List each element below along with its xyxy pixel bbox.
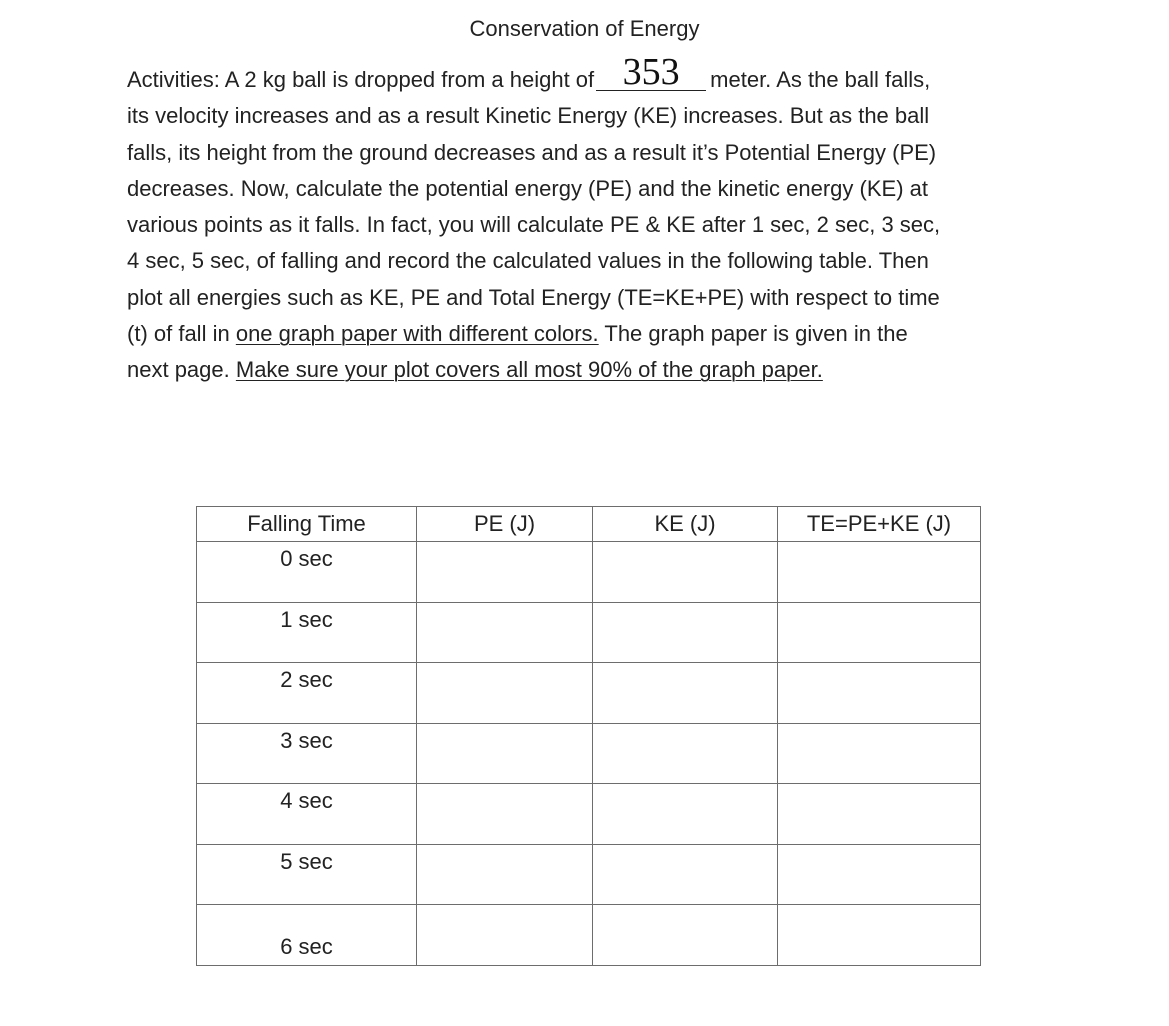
graph-instruction-underlined: one graph paper with different colors. (235, 321, 599, 347)
line1-text-after: meter. As the ball falls, (710, 67, 931, 92)
pe-cell[interactable] (417, 784, 593, 845)
ke-cell[interactable] (593, 602, 778, 663)
table-row (197, 723, 981, 784)
pe-cell[interactable] (417, 542, 593, 603)
paragraph-line-2: its velocity increases and as a result Kinetic Energy (KE) increases. But as the ball (127, 103, 930, 129)
time-label: 0 sec (280, 546, 333, 571)
time-label: 6 sec (280, 934, 333, 959)
pe-cell[interactable] (417, 844, 593, 905)
handwritten-height: 353 (622, 51, 680, 93)
table-row (197, 905, 981, 966)
ke-cell[interactable] (593, 905, 778, 966)
table-row (197, 844, 981, 905)
paragraph-line-7: plot all energies such as KE, PE and Total Energy (TE=KE+PE) with respect to time (127, 284, 940, 310)
paragraph-line-3: falls, its height from the ground decreases and as a result it’s Potential Energy (PE) (127, 139, 937, 165)
te-cell[interactable] (778, 784, 981, 845)
line1-text-before: Activities: A 2 kg ball is dropped from a height of (127, 67, 595, 92)
pe-cell[interactable] (417, 602, 593, 663)
ke-cell[interactable] (593, 663, 778, 724)
time-label: 4 sec (280, 788, 333, 813)
page-title: Conservation of Energy (469, 16, 700, 41)
te-cell[interactable] (778, 844, 981, 905)
te-cell[interactable] (778, 602, 981, 663)
paragraph-line-4: decreases. Now, calculate the potential energy (PE) and the kinetic energy (KE) at (127, 175, 928, 201)
line8-text-after: The graph paper is given in the (604, 321, 908, 347)
header-ke: KE (J) (593, 507, 778, 542)
pe-cell[interactable] (417, 663, 593, 724)
pe-cell[interactable] (417, 905, 593, 966)
paragraph-line-5: various points as it falls. In fact, you will calculate PE & KE after 1 sec, 2 sec, 3 sec, (127, 212, 941, 238)
time-label: 2 sec (280, 667, 333, 692)
energy-table (196, 506, 981, 966)
ke-cell[interactable] (593, 844, 778, 905)
table-header-row (197, 507, 981, 542)
ke-cell[interactable] (593, 723, 778, 784)
te-cell[interactable] (778, 723, 981, 784)
time-cell (197, 663, 417, 724)
time-cell (197, 905, 417, 966)
table-row (197, 784, 981, 845)
te-cell[interactable] (778, 905, 981, 966)
time-cell (197, 542, 417, 603)
time-label: 3 sec (280, 727, 333, 753)
paragraph-line-9 (127, 352, 1057, 388)
time-cell (197, 723, 417, 784)
line8-text-before: (t) of fall in (127, 321, 230, 347)
table-row (197, 542, 981, 603)
ke-cell[interactable] (593, 542, 778, 603)
ke-cell[interactable] (593, 784, 778, 845)
height-blank (596, 51, 706, 93)
table-row (197, 663, 981, 724)
time-cell (197, 784, 417, 845)
pe-cell[interactable] (417, 723, 593, 784)
paragraph-line-6: 4 sec, 5 sec, of falling and record the calculated values in the following table. Then (127, 248, 929, 274)
te-cell[interactable] (778, 542, 981, 603)
time-label: 1 sec (280, 606, 333, 632)
line9-text-before: next page. (127, 357, 230, 383)
paragraph-line-1 (127, 51, 1057, 98)
activity-paragraph (127, 51, 1057, 389)
time-label: 5 sec (280, 848, 333, 874)
header-falling-time: Falling Time (197, 507, 417, 542)
header-pe: PE (J) (417, 507, 593, 542)
header-te: TE=PE+KE (J) (778, 507, 981, 542)
time-cell (197, 844, 417, 905)
paragraph-line-8 (127, 316, 1057, 352)
coverage-instruction-underlined: Make sure your plot covers all most 90% of the graph paper. (235, 357, 823, 383)
time-cell (197, 602, 417, 663)
table-row (197, 602, 981, 663)
te-cell[interactable] (778, 663, 981, 724)
